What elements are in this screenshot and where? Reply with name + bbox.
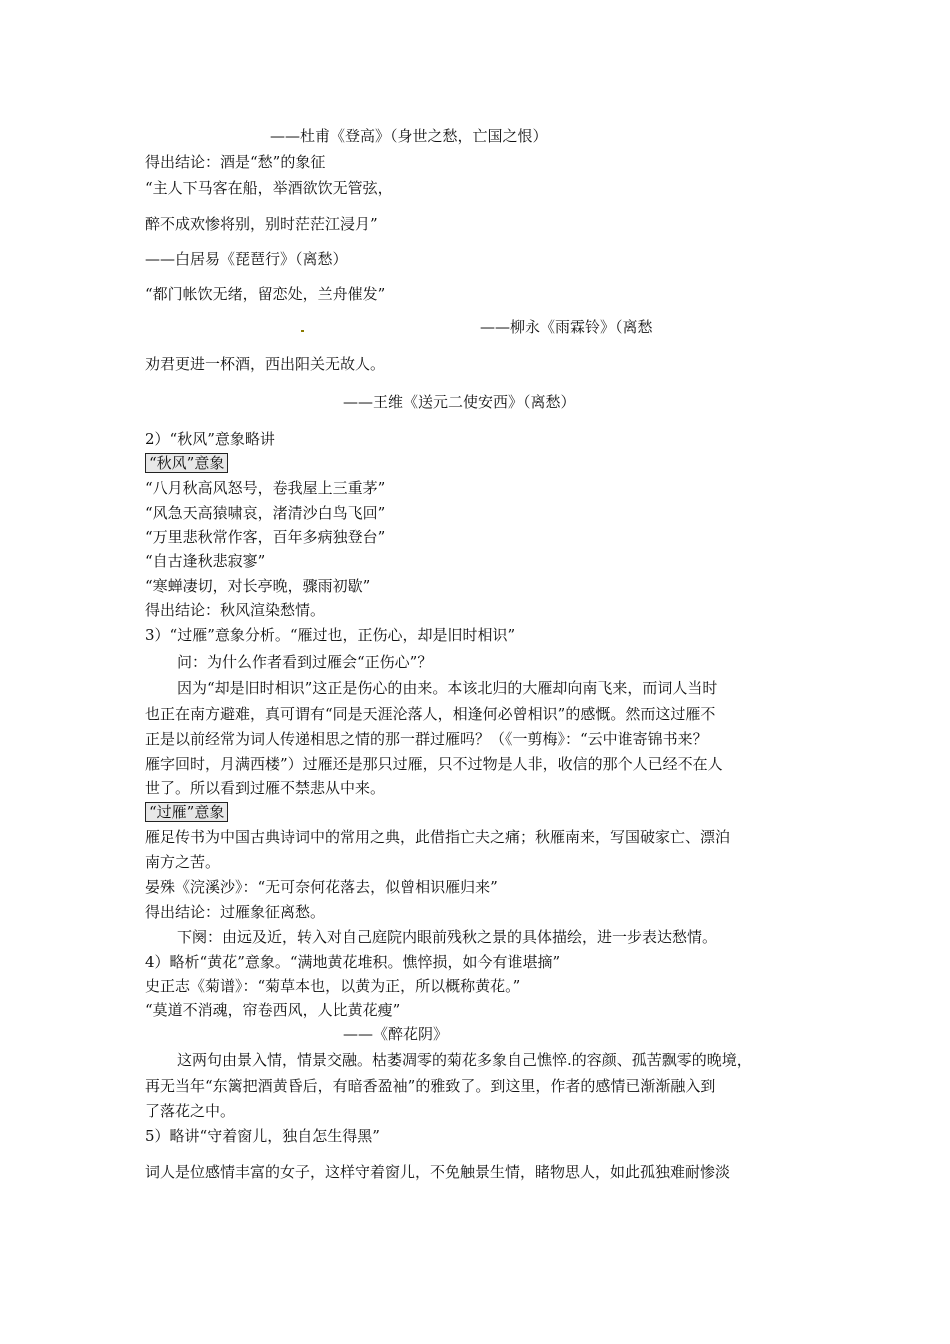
paragraph-line: 正是以前经常为词人传递相思之情的那一群过雁吗？（《一剪梅》：“云中谁寄锦书来？ <box>145 730 708 748</box>
paragraph-line: 再无当年“东篱把酒黄昏后，有暗香盈袖”的雅致了。到这里，作者的感情已渐渐融入到 <box>145 1077 716 1095</box>
conclusion-wine: 得出结论：酒是“愁”的象征 <box>145 153 326 171</box>
paragraph-line: 了落花之中。 <box>145 1102 236 1120</box>
boxed-label-row <box>145 802 228 822</box>
attribution-bai-juyi: ——白居易《琵琶行》（离愁） <box>145 250 348 268</box>
poem-line: “风急天高猿啸哀，渚清沙白鸟飞回” <box>145 504 386 522</box>
paragraph-line: 这两句由景入情，情景交融。枯萎凋零的菊花多象自己憔悴.的容颜、孤苦飘零的晚境， <box>177 1051 752 1069</box>
boxed-label-passing-geese: “过雁”意象 <box>145 802 228 822</box>
poem-line: 醉不成欢惨将别，别时茫茫江浸月” <box>145 215 378 233</box>
attribution-du-fu: ——杜甫《登高》（身世之愁，亡国之恨） <box>270 127 548 145</box>
poem-line: “自古逢秋悲寂寥” <box>145 552 266 570</box>
conclusion-geese: 得出结论：过雁象征离愁。 <box>145 903 326 921</box>
paragraph-line: 词人是位感情丰富的女子，这样守着窗儿，不免触景生情，睹物思人，如此孤独难耐惨淡 <box>145 1163 731 1181</box>
poem-line: “八月秋高风怒号，卷我屋上三重茅” <box>145 479 386 497</box>
paragraph-line: 也正在南方避难，真可谓有“同是天涯沦落人，相逢何必曾相识”的感慨。然而这过雁不 <box>145 705 716 723</box>
poem-line: 晏殊《浣溪沙》：“无可奈何花落去，似曾相识雁归来” <box>145 878 498 896</box>
poem-line: “寒蝉凄切，对长亭晚，骤雨初歇” <box>145 577 371 595</box>
paragraph-line: 世了。所以看到过雁不禁悲从中来。 <box>145 779 386 797</box>
quote-line: 史正志《菊谱》：“菊草本也，以黄为正，所以概称黄花。” <box>145 977 521 995</box>
boxed-label-autumn-wind: “秋风”意象 <box>145 453 228 473</box>
boxed-label-row <box>145 453 228 473</box>
paragraph-line: 雁字回时，月满西楼”）过雁还是那只过雁，只不过物是人非，收信的那个人已经不在人 <box>145 755 723 773</box>
paragraph-line: 南方之苦。 <box>145 853 221 871</box>
section-heading-4: 4）略析“黄花”意象。“满地黄花堆积。憔悴损，如今有谁堪摘” <box>145 953 561 971</box>
poem-line: “都门帐饮无绪，留恋处，兰舟催发” <box>145 285 386 303</box>
question-line: 问：为什么作者看到过雁会“正伤心”？ <box>177 653 433 671</box>
paragraph-line: 下阕：由远及近，转入对自己庭院内眼前残秋之景的具体描绘，进一步表达愁情。 <box>177 928 718 946</box>
paragraph-line: 因为“却是旧时相识”这正是伤心的由来。本该北归的大雁却向南飞来，而词人当时 <box>177 679 718 697</box>
poem-line: 劝君更进一杯酒，西出阳关无故人。 <box>145 355 386 373</box>
attribution-liu-yong: ——柳永《雨霖铃》（离愁 <box>480 318 653 336</box>
paragraph-line: 雁足传书为中国古典诗词中的常用之典，此借指亡夫之痛；秋雁南来，写国破家亡、漂泊 <box>145 828 731 846</box>
poem-line: “莫道不消魂，帘卷西风，人比黄花瘦” <box>145 1001 401 1019</box>
section-heading-3: 3）“过雁”意象分析。“雁过也，正伤心，却是旧时相识” <box>145 626 516 644</box>
stray-mark <box>301 330 304 332</box>
conclusion-autumn-wind: 得出结论：秋风渲染愁情。 <box>145 601 326 619</box>
section-heading-2: 2）“秋风”意象略讲 <box>145 430 275 448</box>
attribution-wang-wei: ——王维《送元二使安西》（离愁） <box>343 393 576 411</box>
attribution-zui-hua-yin: ——《醉花阴》 <box>343 1025 449 1043</box>
section-heading-5: 5）略讲“守着窗儿，独自怎生得黑” <box>145 1127 380 1145</box>
poem-line: “万里悲秋常作客，百年多病独登台” <box>145 528 386 546</box>
poem-line: “主人下马客在船，举酒欲饮无管弦， <box>145 179 393 197</box>
